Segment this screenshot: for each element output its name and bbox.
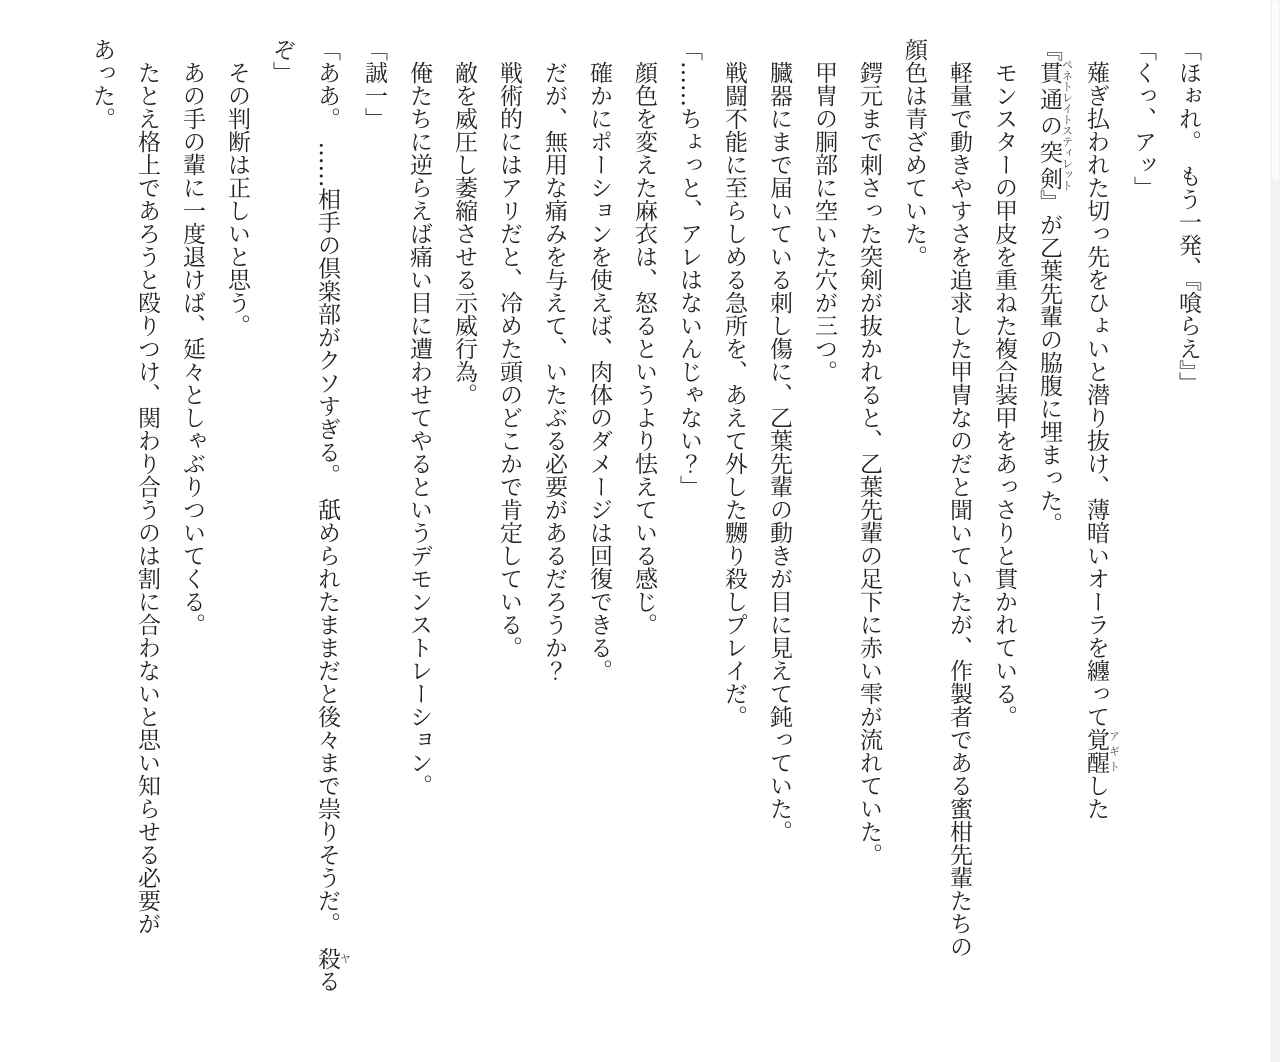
text-column-10: 臓器にまで届いている刺し傷に、乙葉先輩の動きが目に見えて鈍っていた。 bbox=[766, 61, 792, 843]
ruby-reading: アギト bbox=[1107, 728, 1121, 774]
text-column-8: 鍔元まで刺さった突剣が抜かれると、乙葉先輩の足下に赤い雫が流れていた。 bbox=[856, 61, 882, 866]
text-column-11: 戦闘不能に至らしめる急所を、あえて外した嬲り殺しプレイだ。 bbox=[721, 61, 747, 728]
text-column-17: 敵を威圧し萎縮させる示威行為。 bbox=[451, 61, 477, 406]
ruby-reading: ヤ bbox=[338, 946, 352, 970]
ruby-reading: ペネトレイトスティレット bbox=[1060, 59, 1074, 192]
text-column-7: 顔色は青ざめていた。 bbox=[901, 38, 927, 268]
ruby-annotated-text: 覚醒アギト bbox=[1083, 728, 1121, 774]
text-column-25: あった。 bbox=[89, 38, 115, 130]
scrollbar-thumb[interactable] bbox=[1272, 0, 1279, 180]
text-column-23: あの手の輩に一度退けば、延々としゃぶりついてくる。 bbox=[179, 61, 205, 636]
text-column-12: 「……ちょっと、アレはないんじゃない？」 bbox=[676, 38, 702, 498]
text-column-22: その判断は正しいと思う。 bbox=[224, 61, 250, 337]
scrollbar[interactable] bbox=[1270, 0, 1280, 1062]
text-column-21: ぞ」 bbox=[269, 38, 295, 84]
ruby-annotated-text: 貫通の突剣ペネトレイトスティレット bbox=[1036, 59, 1074, 192]
text-column-24: たとえ格上であろうと殴りつけ、関わり合うのは割に合わないと思い知らせる必要が bbox=[134, 61, 160, 935]
text-column-19: 「誠一」 bbox=[361, 38, 387, 130]
text-column-5: モンスターの甲皮を重ねた複合装甲をあっさりと貫かれている。 bbox=[991, 61, 1017, 728]
text-column-15: だが、無用な痛みを与えて、いたぶる必要があるだろうか？ bbox=[541, 61, 567, 682]
text-column-1: 「ほぉれ。 もう一発、『喰らえ』」 bbox=[1175, 38, 1201, 395]
text-column-4: 『貫通の突剣ペネトレイトスティレット』が乙葉先輩の脇腹に埋まった。 bbox=[1036, 38, 1074, 535]
text-column-2: 「くっ、アッ」 bbox=[1130, 38, 1156, 199]
text-column-18: 俺たちに逆らえば痛い目に遭わせてやるというデモンストレーション。 bbox=[406, 61, 432, 797]
ruby-annotated-text: 殺ヤ bbox=[314, 946, 352, 970]
text-column-16: 戦術的にはアリだと、冷めた頭のどこかで肯定している。 bbox=[496, 61, 522, 659]
text-column-9: 甲冑の胴部に空いた穴が三つ。 bbox=[811, 61, 837, 383]
text-column-14: 確かにポーションを使えば、肉体のダメージは回復できる。 bbox=[586, 61, 612, 682]
text-column-20: 「ああ。 ……相手の倶楽部がクソすぎる。 舐められたままだと後々まで祟りそうだ。 殺ヤる bbox=[314, 38, 352, 993]
text-column-6: 軽量で動きやすさを追求した甲冑なのだと聞いていたが、作製者である蜜柑先輩たちの bbox=[946, 61, 972, 958]
text-column-13: 顔色を変えた麻衣は、怒るというより怯えている感じ。 bbox=[631, 61, 657, 636]
text-column-3: 薙ぎ払われた切っ先をひょいと潜り抜け、薄暗いオーラを纏って覚醒アギトした bbox=[1083, 61, 1121, 820]
